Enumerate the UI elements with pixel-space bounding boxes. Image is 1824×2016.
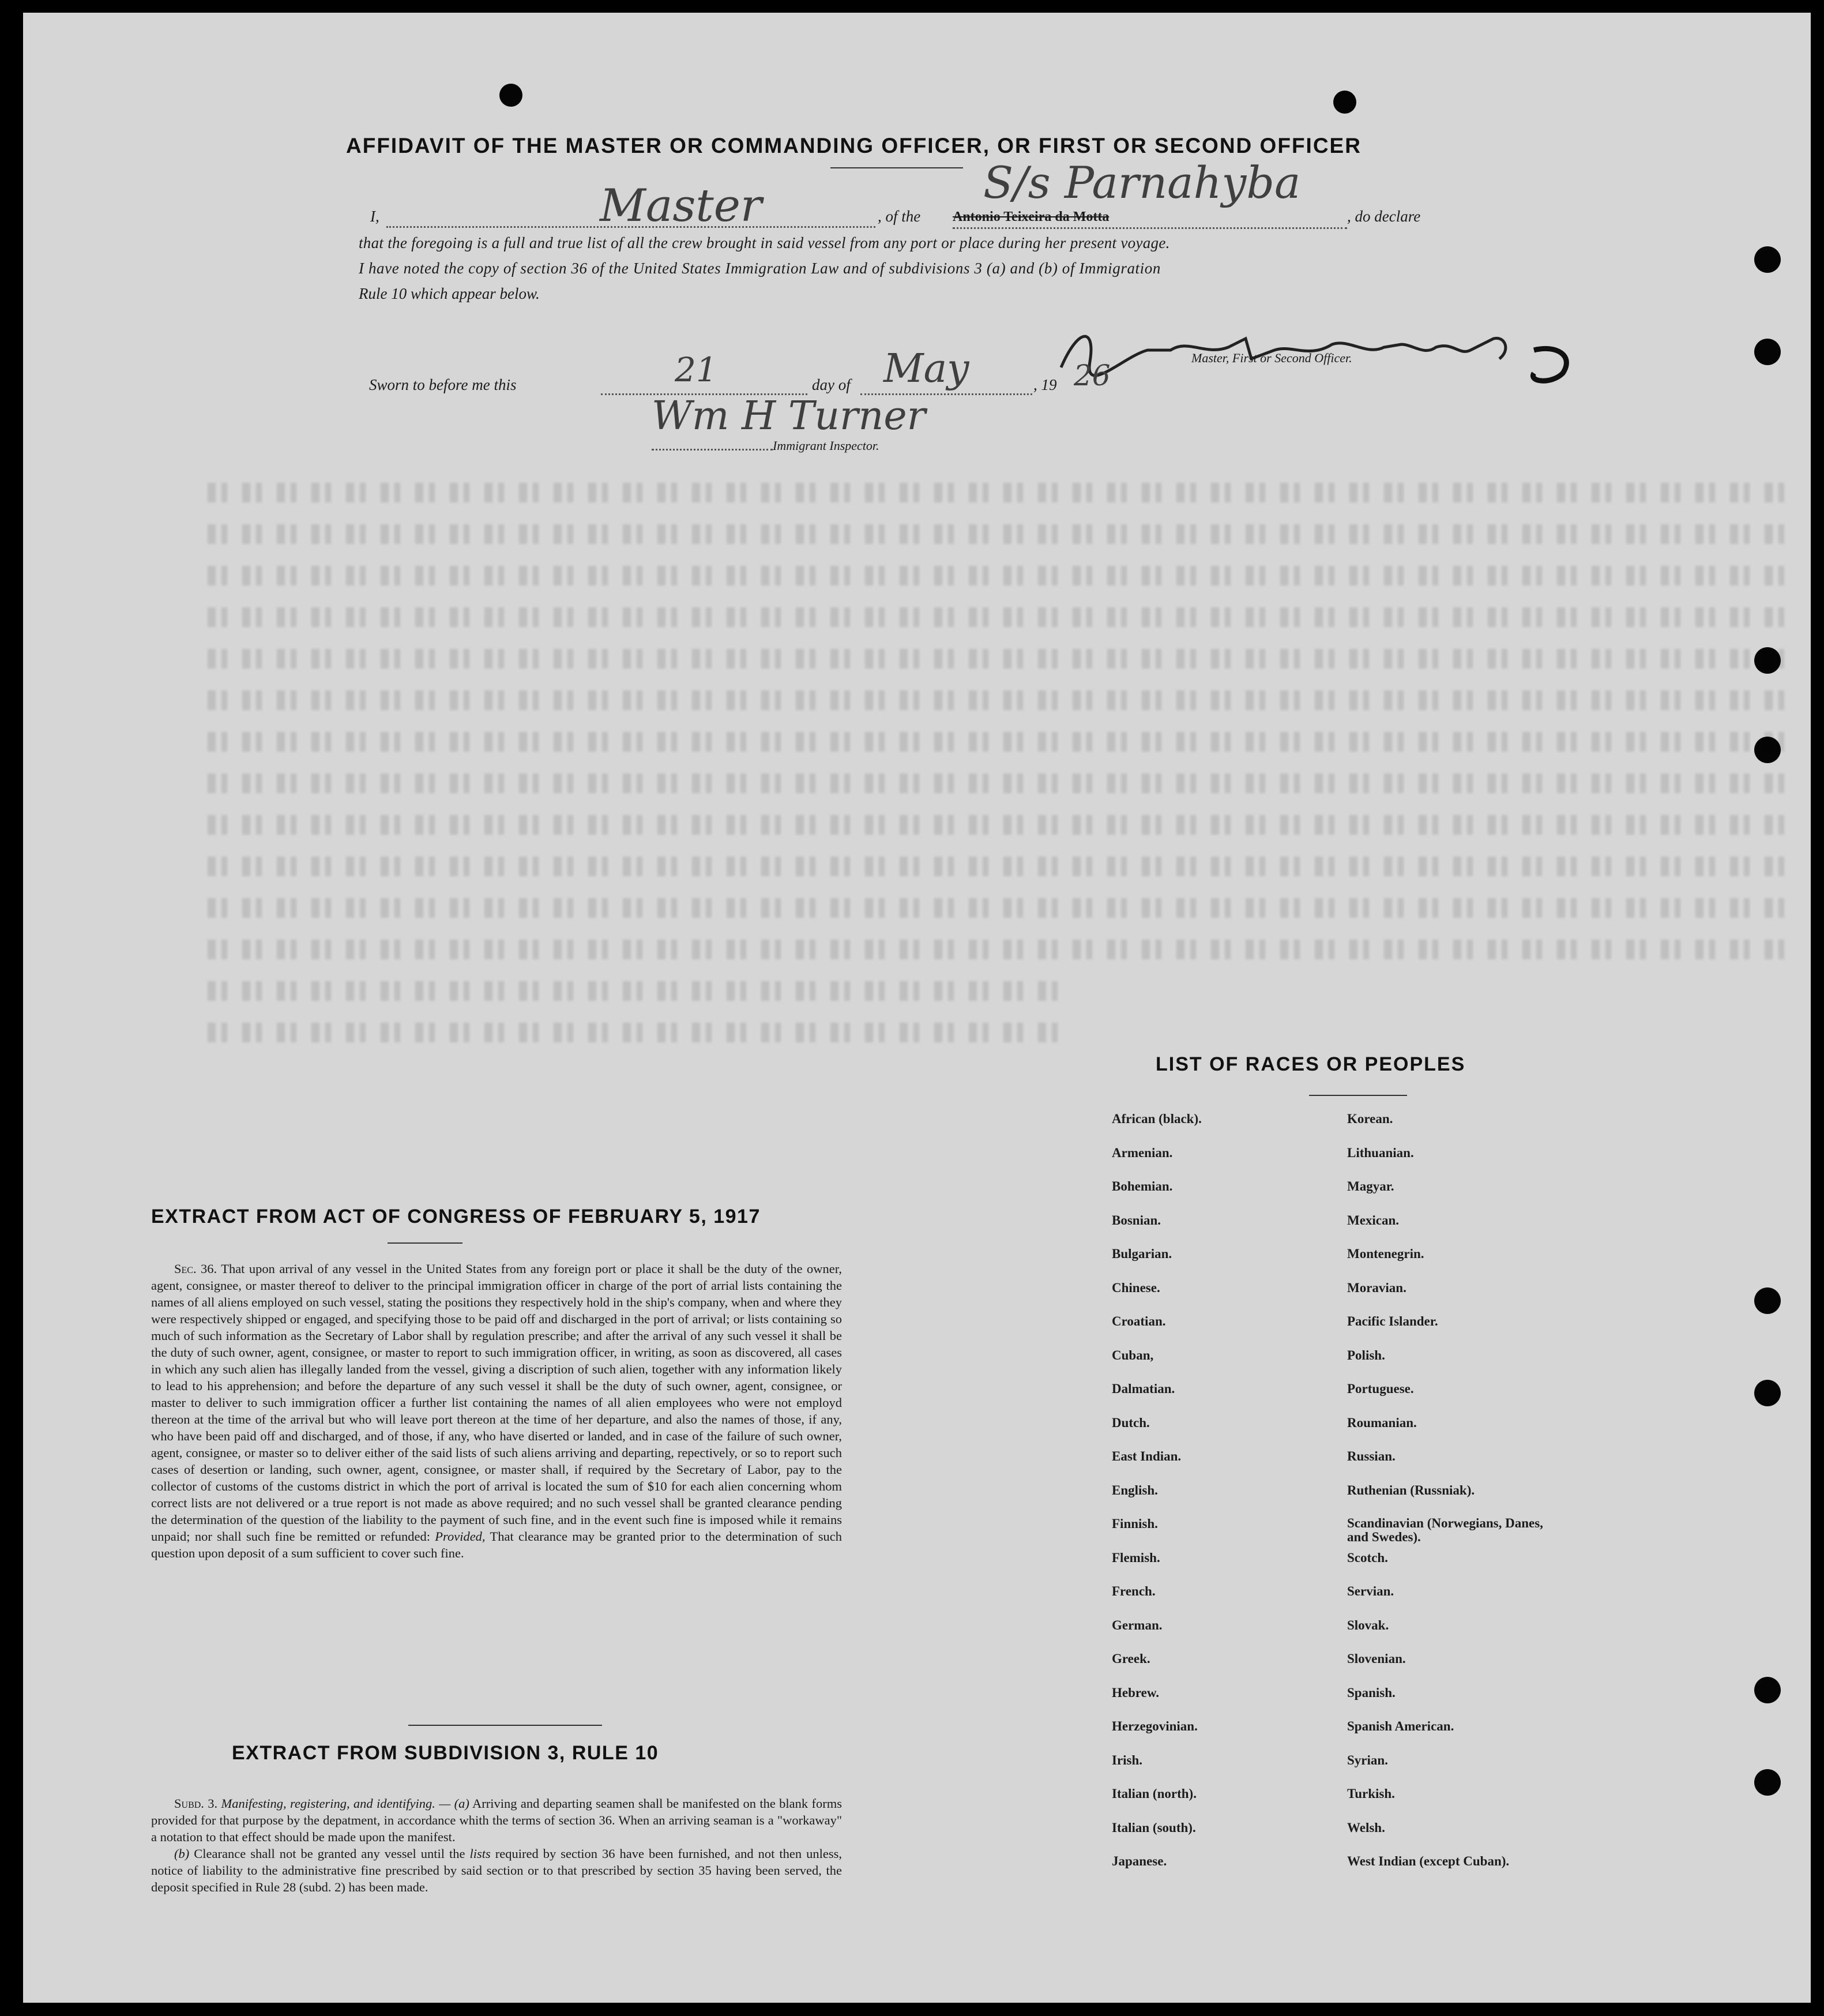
race-item: Dutch. <box>1112 1415 1150 1430</box>
year-prefix: , 19 <box>1033 376 1057 393</box>
extract-act-divider <box>388 1242 462 1244</box>
binder-hole <box>1754 1677 1781 1703</box>
vessel-blank <box>953 227 1347 229</box>
race-item: Chinese. <box>1112 1280 1160 1295</box>
section-36-provided: Provided, <box>435 1529 486 1544</box>
race-item: Mexican. <box>1347 1212 1400 1227</box>
race-item: Ruthenian (Russniak). <box>1347 1482 1475 1497</box>
race-item: East Indian. <box>1112 1449 1182 1463</box>
race-item: Roumanian. <box>1347 1415 1417 1430</box>
race-item: Italian (south). <box>1112 1820 1196 1835</box>
race-item: Servian. <box>1347 1584 1394 1598</box>
race-item: Herzegovinian. <box>1112 1719 1198 1733</box>
subdivision-3-lead: Subd. 3. <box>174 1796 218 1811</box>
affidavit-line-4: Rule 10 which appear below. <box>359 285 540 302</box>
subdivision-3-b2: required by section 36 have been furnished, and not then unless, notice of liability to the administrative fine prescribed by said section or to that prescribed by section 35 having been served, the deposit specified in Rule 28 (subd. 2) has been made. <box>151 1846 843 1894</box>
race-item: Syrian. <box>1347 1752 1388 1767</box>
section-36-text <box>151 1260 842 1561</box>
race-item: Pacific Islander. <box>1347 1314 1438 1328</box>
subdivision-3-para-b <box>151 1845 842 1895</box>
do-declare-label: , do declare <box>1347 208 1421 225</box>
race-item: Scotch. <box>1347 1550 1388 1565</box>
race-item: Lithuanian. <box>1347 1145 1414 1160</box>
subdivision-3-heading: Manifesting, registering, and identifying. — (a) <box>221 1796 469 1811</box>
race-item: African (black). <box>1112 1112 1202 1126</box>
subdivision-3-b1: Clearance shall not be granted any vessel until the <box>194 1846 465 1861</box>
manifest-page <box>23 13 1811 2003</box>
race-item: Montenegrin. <box>1347 1247 1424 1261</box>
affidavit-i-prefix: I, <box>370 208 379 225</box>
subdivision-3-lists: lists <box>469 1846 491 1861</box>
race-item: Welsh. <box>1347 1820 1385 1835</box>
race-item: Slovak. <box>1347 1617 1389 1632</box>
extract-act-title: EXTRACT FROM ACT OF CONGRESS OF FEBRUARY 5, 1917 <box>151 1206 761 1227</box>
races-right-column <box>1347 1112 1555 1888</box>
sworn-prefix: Sworn to before me this <box>369 376 517 393</box>
race-item: Armenian. <box>1112 1145 1173 1160</box>
race-item: Finnish. <box>1112 1516 1158 1531</box>
race-item: French. <box>1112 1584 1156 1598</box>
race-item: Korean. <box>1347 1112 1393 1126</box>
race-item: Irish. <box>1112 1752 1143 1767</box>
race-item: Italian (north). <box>1112 1786 1197 1801</box>
race-item: Turkish. <box>1347 1786 1395 1801</box>
inspector-caption: Immigrant Inspector. <box>773 438 879 453</box>
bleed-through-row <box>208 483 1799 502</box>
race-item: Polish. <box>1347 1347 1385 1362</box>
bleed-through-row <box>208 649 1799 669</box>
section-36-lead: Sec. 36. <box>174 1262 217 1276</box>
handwritten-month: May <box>883 346 969 392</box>
handwritten-officer: Master <box>600 180 762 232</box>
bleed-through-row <box>208 940 1799 959</box>
struck-owner-name: Antonio Teixeira da Motta <box>953 209 1110 224</box>
bleed-through-row <box>208 690 1799 710</box>
affidavit-line-3: I have noted the copy of section 36 of the United States Immigration Law and of subdivisions 3 (a) and (b) of Immigration <box>359 260 1161 277</box>
binder-hole <box>1754 1287 1781 1314</box>
inspector-signature: Wm H Turner <box>652 393 926 439</box>
subdivision-3-b-label: (b) <box>174 1846 190 1861</box>
race-item: Slovenian. <box>1347 1651 1406 1666</box>
races-left-column <box>1112 1112 1202 1888</box>
title-divider <box>830 167 963 168</box>
race-item: Dalmatian. <box>1112 1381 1175 1396</box>
punch-hole-left <box>499 84 522 107</box>
binder-hole <box>1754 339 1781 365</box>
race-item: German. <box>1112 1617 1163 1632</box>
race-item: Greek. <box>1112 1651 1150 1666</box>
race-item: Magyar. <box>1347 1179 1394 1193</box>
of-the-label: , of the <box>878 208 921 225</box>
race-item: Bosnian. <box>1112 1212 1161 1227</box>
races-title: LIST OF RACES OR PEOPLES <box>1156 1053 1466 1075</box>
subdivision-3-text <box>151 1795 842 1895</box>
subdivision-3-a: Arriving and departing seamen shall be manifested on the blank forms provided for that purpose by the depatment, in accordance whith the terms of section 36. When an arriving seaman is a "workaway" a notation to that effect should be made upon the manifest. <box>151 1796 843 1844</box>
race-item: Moravian. <box>1347 1280 1406 1295</box>
inspector-blank <box>652 449 773 450</box>
race-item: Spanish American. <box>1347 1719 1454 1733</box>
handwritten-year: 26 <box>1074 359 1111 392</box>
race-item: Scandinavian (Norwegians, Danes, and Swedes). <box>1347 1516 1543 1544</box>
race-item: Portuguese. <box>1347 1381 1414 1396</box>
day-of-label: day of <box>812 376 851 393</box>
punch-hole-right <box>1333 91 1356 114</box>
bleed-through-row <box>208 815 1799 835</box>
bleed-through-row <box>208 981 1073 1001</box>
affidavit-title: AFFIDAVIT OF THE MASTER OR COMMANDING OFFICER, OR FIRST OR SECOND OFFICER <box>346 134 1362 157</box>
binder-hole <box>1754 1380 1781 1406</box>
race-item: Russian. <box>1347 1449 1396 1463</box>
races-divider <box>1309 1095 1407 1096</box>
bleed-through-row <box>208 524 1799 544</box>
signature-caption: Master, First or Second Officer. <box>1191 351 1352 365</box>
bleed-through-row <box>208 566 1799 585</box>
race-item: Bulgarian. <box>1112 1247 1172 1261</box>
bleed-through-row <box>208 898 1799 918</box>
race-item: Cuban, <box>1112 1347 1154 1362</box>
bleed-through-row <box>208 1023 1073 1042</box>
race-item: Hebrew. <box>1112 1685 1159 1700</box>
race-item: Bohemian. <box>1112 1179 1173 1193</box>
binder-hole <box>1754 1769 1781 1796</box>
section-36-body: That upon arrival of any vessel in the United States from any foreign port or place it shall be the duty of the owner, agent, consignee, or master thereof to deliver to the principal immigration officer in charge of the port of arrial lists containing the names of all aliens employed on such vessel, stating the positions they respectively hold in the ship's company, when and where they were respectively shipped or engaged, and specifying those to be paid off and discharged in the port of arrival; or lists containing so much of such information as the Secretary of Labor shall by regulation prescribe; and after the arrival of any such vessel it shall be the duty of such owner, agent, consignee, or master to report to such immigration officer, in writing, as soon as discovered, all cases in which any such alien has illegally landed from the vessel, giving a discription of such alien, together with any information likely to lead to his apprehension; and before the departure of any such vessel it shall be the duty of such owner, agent, consignee, or master to deliver to such immigration officer a further list containing the names of all alien employees who were not employd thereon at the time of the arrival but who will leave port thereon at the time of her departure, and also the names of those, if any, who have been paid off and discharged, and of those, if any, who have diserted or landed, and in case of the failure of such owner, agent, consignee, or master so to deliver either of the said lists of such aliens arriving and departing, repectively, or so to report such cases of desertion or landing, such owner, agent, consignee, or master shall, if required by the Secretary of Labor, pay to the collector of customs of the customs district in which the port of arrival is located the sum of $10 for each alien concerning whom correct lists are not delivered or a true report is not made as above required; and no such vessel shall be granted clearance pending the determination of the question of the liability to the payment of such fine, and in the event such fine is imposed while it remains unpaid; nor shall such fine be remitted or refunded: <box>151 1262 843 1544</box>
race-item: Spanish. <box>1347 1685 1396 1700</box>
race-item: Japanese. <box>1112 1854 1167 1868</box>
section-36-tail: That clearance may be granted prior to the determination of such question upon deposit of a sum sufficient to cover such fine. <box>151 1529 842 1560</box>
section-divider <box>408 1725 602 1726</box>
handwritten-day: 21 <box>675 350 717 389</box>
race-item: English. <box>1112 1482 1158 1497</box>
affidavit-line-2: that the foregoing is a full and true list of all the crew brought in said vessel from any port or place during her present voyage. <box>359 234 1170 251</box>
race-item: Flemish. <box>1112 1550 1160 1565</box>
binder-hole <box>1754 246 1781 273</box>
race-item: West Indian (except Cuban). <box>1347 1854 1510 1868</box>
race-item: Croatian. <box>1112 1314 1166 1328</box>
bleed-through-row <box>208 607 1799 627</box>
extract-rule-title: EXTRACT FROM SUBDIVISION 3, RULE 10 <box>232 1742 659 1764</box>
bleed-through-row <box>208 857 1799 876</box>
handwritten-vessel: S/s Parnahyba <box>983 157 1301 208</box>
bleed-through-row <box>208 774 1799 793</box>
subdivision-3-para-a <box>151 1795 842 1845</box>
bleed-through-row <box>208 732 1799 752</box>
